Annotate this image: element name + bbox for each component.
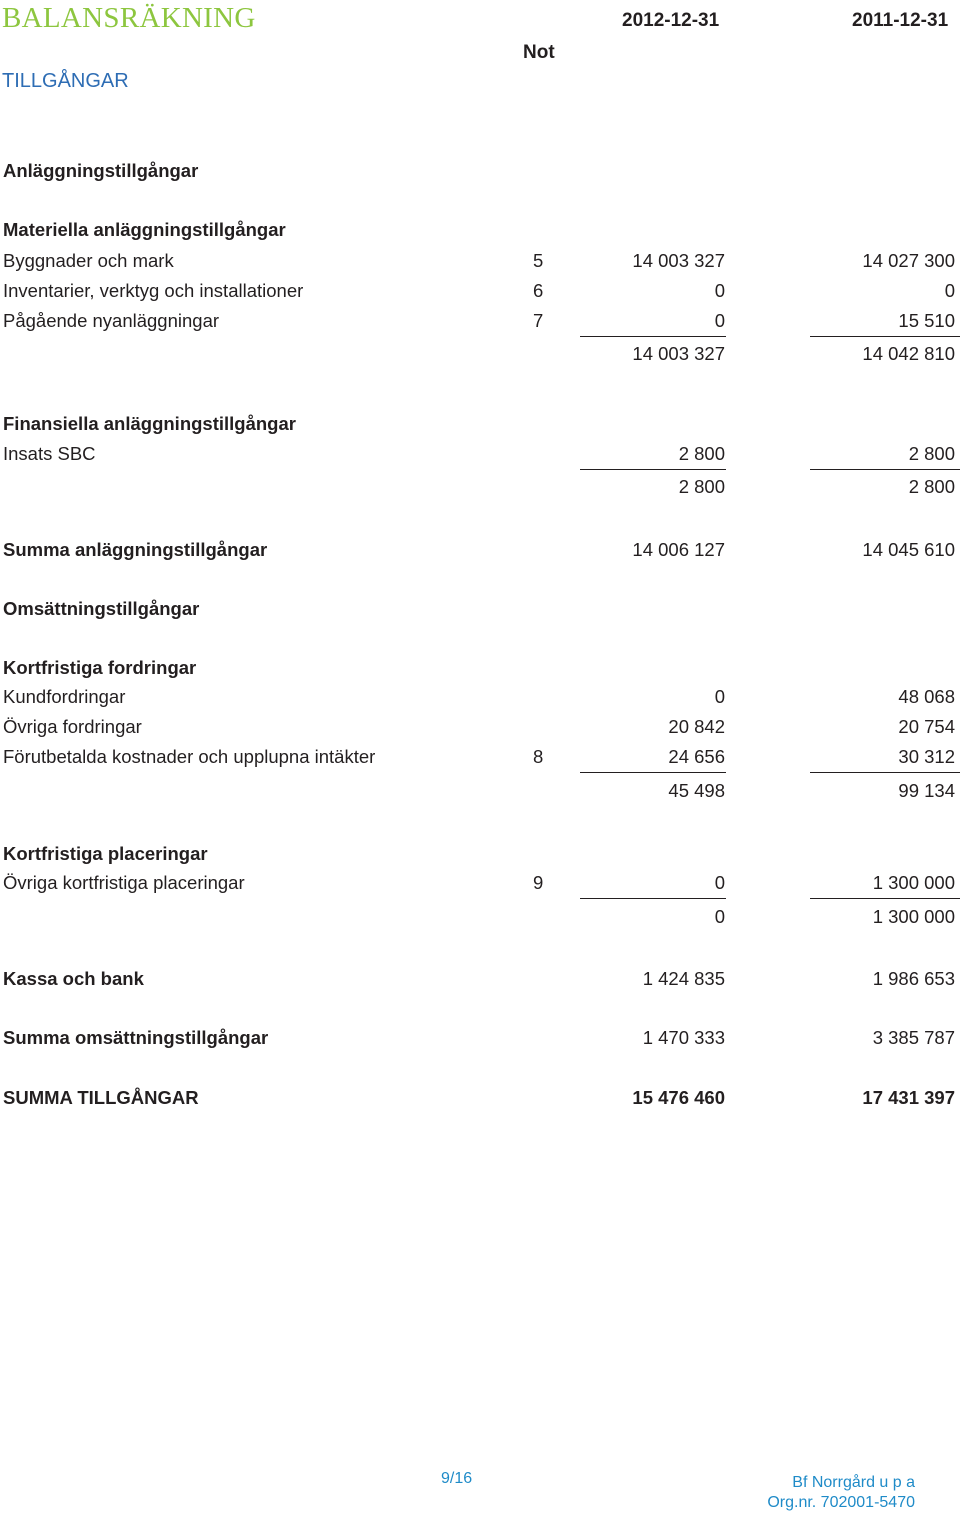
- row-note: 5: [533, 250, 544, 271]
- row-value-2012: 0: [714, 686, 725, 707]
- row-label: Byggnader och mark: [3, 250, 174, 271]
- total-row: [0, 967, 960, 991]
- organization-name: Bf Norrgård u p a: [792, 1474, 915, 1491]
- subtotal-rule: [580, 469, 726, 470]
- row-note: 7: [533, 310, 544, 331]
- row-label: Förutbetalda kostnader och upplupna intäkter: [3, 746, 376, 767]
- total-row: [0, 538, 960, 562]
- row-value-2012: 24 656: [668, 746, 725, 767]
- subtotal-row: [0, 779, 960, 803]
- row-value-2012: 14 003 327: [632, 343, 725, 364]
- row-value-2012: 14 006 127: [632, 539, 725, 560]
- column-header-2011: 2011-12-31: [852, 10, 949, 31]
- table-row: [0, 218, 960, 242]
- row-value-2011: 0: [944, 280, 955, 301]
- row-value-2011: 1 300 000: [872, 906, 955, 927]
- subtotal-rule: [810, 772, 960, 773]
- row-label: Pågående nyanläggningar: [3, 310, 220, 331]
- row-label: Finansiella anläggningstillgångar: [3, 413, 296, 434]
- row-value-2012: 0: [714, 280, 725, 301]
- table-row: [0, 412, 960, 436]
- subtotal-rule: [580, 772, 726, 773]
- column-header-not: Not: [523, 42, 555, 63]
- row-label: Övriga kortfristiga placeringar: [3, 872, 245, 893]
- subtotal-rule: [810, 336, 960, 337]
- row-value-2011: 1 986 653: [872, 968, 955, 989]
- table-row: [0, 685, 960, 709]
- table-row: [0, 442, 960, 466]
- subtotal-rule: [810, 898, 960, 899]
- page-number: 9/16: [441, 1470, 473, 1487]
- row-value-2012: 2 800: [678, 443, 725, 464]
- row-value-2011: 2 800: [908, 476, 955, 497]
- row-note: 8: [533, 746, 544, 767]
- row-label: Insats SBC: [3, 443, 96, 464]
- row-value-2012: 15 476 460: [632, 1087, 725, 1108]
- row-label: Kundfordringar: [3, 686, 126, 707]
- table-row: [0, 842, 960, 866]
- row-label: Materiella anläggningstillgångar: [3, 219, 286, 240]
- row-value-2011: 3 385 787: [872, 1027, 955, 1048]
- organization-number: Org.nr. 702001-5470: [767, 1494, 915, 1511]
- subtotal-row: [0, 905, 960, 929]
- row-label: Övriga fordringar: [3, 716, 142, 737]
- row-value-2011: 14 042 810: [862, 343, 955, 364]
- column-header-2012: 2012-12-31: [622, 10, 720, 31]
- row-value-2011: 1 300 000: [872, 872, 955, 893]
- section-heading-tillgangar: TILLGÅNGAR: [2, 70, 129, 92]
- row-value-2011: 15 510: [898, 310, 955, 331]
- row-value-2011: 99 134: [898, 780, 955, 801]
- subtotal-rule: [580, 898, 726, 899]
- table-row: [0, 309, 960, 333]
- grand-total-row: [0, 1086, 960, 1110]
- subtotal-row: [0, 342, 960, 366]
- table-row: [0, 597, 960, 621]
- row-value-2011: 20 754: [898, 716, 955, 737]
- table-row: [0, 871, 960, 895]
- table-row: [0, 745, 960, 769]
- table-row: [0, 249, 960, 273]
- row-value-2011: 14 045 610: [862, 539, 955, 560]
- row-value-2011: 2 800: [908, 443, 955, 464]
- row-value-2012: 45 498: [668, 780, 725, 801]
- row-note: 9: [533, 872, 544, 893]
- row-value-2012: 0: [714, 906, 725, 927]
- table-row: [0, 279, 960, 303]
- row-value-2011: 17 431 397: [862, 1087, 955, 1108]
- row-label: SUMMA TILLGÅNGAR: [3, 1087, 199, 1108]
- row-label: Kassa och bank: [3, 968, 144, 989]
- row-value-2012: 14 003 327: [632, 250, 725, 271]
- row-label: Anläggningstillgångar: [3, 160, 199, 181]
- row-value-2012: 0: [714, 310, 725, 331]
- row-value-2012: 0: [714, 872, 725, 893]
- row-note: 6: [533, 280, 544, 301]
- row-label: Kortfristiga placeringar: [3, 843, 208, 864]
- row-label: Summa anläggningstillgångar: [3, 539, 268, 560]
- row-label: Summa omsättningstillgångar: [3, 1027, 269, 1048]
- table-row: [0, 159, 960, 183]
- row-value-2012: 2 800: [678, 476, 725, 497]
- subtotal-rule: [580, 336, 726, 337]
- row-value-2011: 14 027 300: [862, 250, 955, 271]
- row-value-2012: 1 470 333: [642, 1027, 725, 1048]
- total-row: [0, 1026, 960, 1050]
- row-value-2012: 20 842: [668, 716, 725, 737]
- table-row: [0, 715, 960, 739]
- subtotal-rule: [810, 469, 960, 470]
- table-row: [0, 656, 960, 680]
- row-label: Omsättningstillgångar: [3, 598, 200, 619]
- subtotal-row: [0, 475, 960, 499]
- row-value-2011: 30 312: [898, 746, 955, 767]
- row-value-2011: 48 068: [898, 686, 955, 707]
- row-value-2012: 1 424 835: [642, 968, 725, 989]
- page-title: BALANSRÄKNING: [2, 2, 256, 34]
- row-label: Inventarier, verktyg och installationer: [3, 280, 304, 301]
- row-label: Kortfristiga fordringar: [3, 657, 197, 678]
